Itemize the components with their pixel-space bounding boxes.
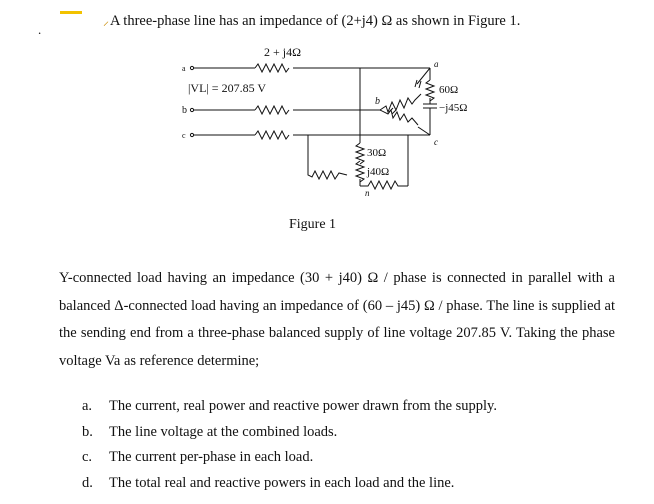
line-impedance-label: 2 + j4Ω <box>264 45 302 59</box>
tick-icon: ⸝ <box>103 14 110 28</box>
delta-branch-bc <box>380 110 418 125</box>
question-label: d. <box>82 474 93 491</box>
terminal-c-label: c <box>182 131 186 140</box>
terminal-a-label: a <box>182 64 186 73</box>
circuit-diagram <box>160 40 468 240</box>
bullet-dot: . <box>38 22 42 37</box>
question-text: The current, real power and reactive power drawn from the supply. <box>109 398 497 414</box>
line-impedance-b <box>255 106 289 114</box>
line-voltage-label: |VL| = 207.85 V <box>188 81 267 95</box>
question-item <box>82 449 497 475</box>
problem-paragraph: Y-connected load having an impedance (30 + j40) Ω / phase is connected in parallel with a balanced Δ-connected load having an impedance of (60 – j45) Ω / phase. The line is supplied at the sending end from a three-phase balanced supply of line voltage 207.85 V. Taking the phase voltage Va as reference determine; <box>59 270 615 369</box>
delta-resistance-label: 60Ω <box>439 84 459 96</box>
wye-resistor <box>356 143 364 164</box>
figure-caption: Figure 1 <box>289 217 337 232</box>
node-b-label: b <box>375 96 380 107</box>
question-text: The total real and reactive powers in each load and the line. <box>109 474 455 491</box>
question-label: c. <box>82 449 93 465</box>
node-n-label: n <box>365 188 370 198</box>
terminal-c <box>190 133 193 136</box>
wye-reactance-label: j40Ω <box>367 166 390 178</box>
question-text: The current per-phase in each load. <box>109 449 314 465</box>
question-label: a. <box>82 398 93 414</box>
intro-sentence <box>103 12 520 30</box>
node-a-label: a <box>434 59 439 69</box>
question-list <box>82 398 497 500</box>
question-text: The line voltage at the combined loads. <box>109 423 338 440</box>
terminal-a <box>190 66 193 69</box>
question-item <box>82 424 497 450</box>
wye-branch-left <box>308 135 347 179</box>
terminal-b <box>190 108 193 111</box>
circuit-figure <box>160 40 468 240</box>
line-impedance-c <box>255 131 289 139</box>
question-item <box>82 398 497 424</box>
wye-resistance-label: 30Ω <box>367 147 387 159</box>
highlight-mark <box>60 11 82 14</box>
delta-branch-ab <box>380 94 421 112</box>
terminal-b-label: b <box>182 105 187 116</box>
question-item <box>82 475 497 501</box>
wye-inductor <box>356 161 364 182</box>
intro-text: A three-phase line has an impedance of (2+j4) Ω as shown in Figure 1. <box>110 13 521 29</box>
question-label: b. <box>82 423 93 440</box>
line-impedance-a <box>255 64 289 72</box>
delta-resistor <box>426 80 434 101</box>
node-c-label: c <box>434 137 438 147</box>
delta-reactance-label: −j45Ω <box>439 102 468 114</box>
